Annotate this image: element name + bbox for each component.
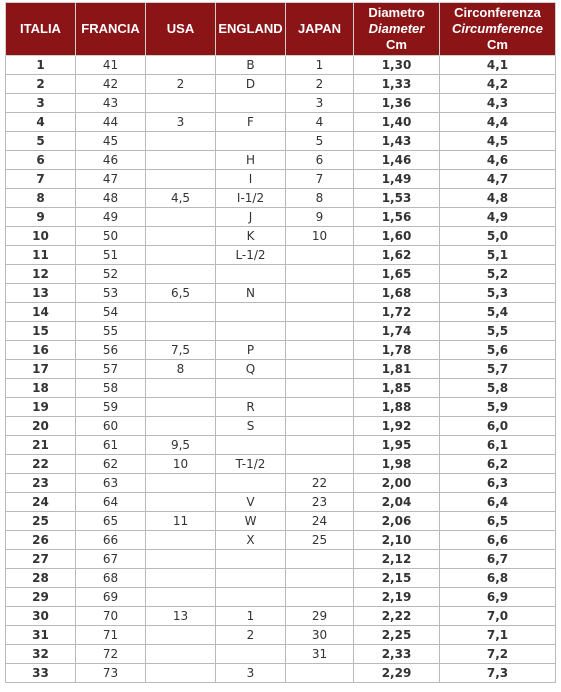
cell-england: P — [216, 341, 286, 360]
cell-japan: 9 — [286, 208, 354, 227]
cell-francia: 67 — [76, 550, 146, 569]
header-usa: USA — [146, 3, 216, 56]
cell-japan: 31 — [286, 645, 354, 664]
cell-diametro: 1,40 — [354, 113, 440, 132]
header-diametro-line2: Diameter — [368, 21, 425, 36]
cell-usa: 11 — [146, 512, 216, 531]
cell-japan: 10 — [286, 227, 354, 246]
cell-italia: 17 — [6, 360, 76, 379]
cell-japan — [286, 398, 354, 417]
cell-circonferenza: 7,3 — [440, 664, 556, 683]
cell-usa — [146, 645, 216, 664]
cell-england — [216, 322, 286, 341]
cell-japan — [286, 550, 354, 569]
cell-usa — [146, 379, 216, 398]
cell-circonferenza: 5,0 — [440, 227, 556, 246]
cell-circonferenza: 6,4 — [440, 493, 556, 512]
cell-italia: 33 — [6, 664, 76, 683]
cell-japan — [286, 284, 354, 303]
cell-diametro: 1,33 — [354, 75, 440, 94]
cell-diametro: 1,81 — [354, 360, 440, 379]
cell-japan: 29 — [286, 607, 354, 626]
table-row — [6, 94, 556, 113]
table-row — [6, 398, 556, 417]
cell-italia: 9 — [6, 208, 76, 227]
table-row — [6, 56, 556, 75]
cell-diametro: 2,19 — [354, 588, 440, 607]
cell-diametro: 1,72 — [354, 303, 440, 322]
cell-italia: 30 — [6, 607, 76, 626]
cell-england — [216, 588, 286, 607]
cell-francia: 45 — [76, 132, 146, 151]
table-row — [6, 132, 556, 151]
cell-circonferenza: 5,5 — [440, 322, 556, 341]
cell-circonferenza: 4,3 — [440, 94, 556, 113]
table-row — [6, 75, 556, 94]
cell-england — [216, 94, 286, 113]
cell-usa: 2 — [146, 75, 216, 94]
cell-francia: 57 — [76, 360, 146, 379]
cell-circonferenza: 4,2 — [440, 75, 556, 94]
header-circonferenza — [440, 3, 556, 56]
cell-francia: 53 — [76, 284, 146, 303]
table-row — [6, 208, 556, 227]
cell-england: 1 — [216, 607, 286, 626]
cell-italia: 32 — [6, 645, 76, 664]
table-row — [6, 227, 556, 246]
cell-england: N — [216, 284, 286, 303]
cell-england — [216, 569, 286, 588]
cell-japan — [286, 360, 354, 379]
cell-usa — [146, 303, 216, 322]
cell-japan: 1 — [286, 56, 354, 75]
cell-usa — [146, 208, 216, 227]
cell-england: J — [216, 208, 286, 227]
cell-japan — [286, 322, 354, 341]
cell-francia: 55 — [76, 322, 146, 341]
cell-diametro: 2,10 — [354, 531, 440, 550]
cell-francia: 49 — [76, 208, 146, 227]
table-row — [6, 569, 556, 588]
cell-usa — [146, 550, 216, 569]
cell-japan: 5 — [286, 132, 354, 151]
table-header — [6, 3, 556, 56]
cell-england: Q — [216, 360, 286, 379]
cell-francia: 64 — [76, 493, 146, 512]
cell-usa — [146, 265, 216, 284]
cell-japan — [286, 569, 354, 588]
cell-francia: 59 — [76, 398, 146, 417]
cell-italia: 25 — [6, 512, 76, 531]
cell-england: V — [216, 493, 286, 512]
cell-diametro: 2,15 — [354, 569, 440, 588]
cell-italia: 15 — [6, 322, 76, 341]
cell-usa — [146, 151, 216, 170]
cell-circonferenza: 5,9 — [440, 398, 556, 417]
cell-italia: 13 — [6, 284, 76, 303]
cell-francia: 47 — [76, 170, 146, 189]
cell-usa — [146, 398, 216, 417]
cell-francia: 58 — [76, 379, 146, 398]
table-row — [6, 493, 556, 512]
cell-circonferenza: 6,6 — [440, 531, 556, 550]
cell-england: K — [216, 227, 286, 246]
cell-francia: 54 — [76, 303, 146, 322]
cell-england: H — [216, 151, 286, 170]
cell-japan — [286, 417, 354, 436]
cell-england — [216, 379, 286, 398]
cell-usa — [146, 94, 216, 113]
cell-italia: 19 — [6, 398, 76, 417]
cell-diametro: 1,65 — [354, 265, 440, 284]
cell-circonferenza: 5,2 — [440, 265, 556, 284]
cell-diametro: 1,92 — [354, 417, 440, 436]
cell-japan: 2 — [286, 75, 354, 94]
cell-usa: 13 — [146, 607, 216, 626]
table-row — [6, 455, 556, 474]
cell-england — [216, 474, 286, 493]
cell-diametro: 2,06 — [354, 512, 440, 531]
cell-francia: 68 — [76, 569, 146, 588]
cell-usa: 4,5 — [146, 189, 216, 208]
cell-italia: 5 — [6, 132, 76, 151]
cell-circonferenza: 6,0 — [440, 417, 556, 436]
cell-usa — [146, 474, 216, 493]
cell-usa — [146, 170, 216, 189]
table-row — [6, 645, 556, 664]
cell-diametro: 1,95 — [354, 436, 440, 455]
cell-italia: 27 — [6, 550, 76, 569]
cell-circonferenza: 4,9 — [440, 208, 556, 227]
cell-italia: 26 — [6, 531, 76, 550]
cell-diametro: 1,60 — [354, 227, 440, 246]
cell-francia: 70 — [76, 607, 146, 626]
cell-italia: 2 — [6, 75, 76, 94]
cell-italia: 3 — [6, 94, 76, 113]
cell-usa — [146, 626, 216, 645]
cell-japan — [286, 588, 354, 607]
table-row — [6, 550, 556, 569]
cell-diametro: 1,30 — [354, 56, 440, 75]
cell-japan: 22 — [286, 474, 354, 493]
size-conversion-table-container — [5, 2, 556, 683]
cell-italia: 24 — [6, 493, 76, 512]
cell-italia: 7 — [6, 170, 76, 189]
cell-england: X — [216, 531, 286, 550]
cell-japan — [286, 455, 354, 474]
cell-usa: 9,5 — [146, 436, 216, 455]
table-row — [6, 474, 556, 493]
table-row — [6, 246, 556, 265]
header-italia: ITALIA — [6, 3, 76, 56]
cell-diametro: 2,04 — [354, 493, 440, 512]
cell-diametro: 1,74 — [354, 322, 440, 341]
cell-usa — [146, 588, 216, 607]
cell-diametro: 1,56 — [354, 208, 440, 227]
cell-diametro: 2,33 — [354, 645, 440, 664]
cell-circonferenza: 6,3 — [440, 474, 556, 493]
cell-francia: 46 — [76, 151, 146, 170]
cell-francia: 41 — [76, 56, 146, 75]
cell-diametro: 1,98 — [354, 455, 440, 474]
cell-italia: 11 — [6, 246, 76, 265]
cell-diametro: 1,62 — [354, 246, 440, 265]
cell-diametro: 1,49 — [354, 170, 440, 189]
cell-italia: 10 — [6, 227, 76, 246]
cell-italia: 18 — [6, 379, 76, 398]
cell-usa — [146, 56, 216, 75]
table-row — [6, 512, 556, 531]
cell-england: W — [216, 512, 286, 531]
header-francia: FRANCIA — [76, 3, 146, 56]
cell-francia: 69 — [76, 588, 146, 607]
cell-diametro: 1,46 — [354, 151, 440, 170]
cell-usa — [146, 322, 216, 341]
header-diametro — [354, 3, 440, 56]
cell-england — [216, 436, 286, 455]
table-row — [6, 322, 556, 341]
cell-diametro: 1,53 — [354, 189, 440, 208]
cell-francia: 44 — [76, 113, 146, 132]
cell-circonferenza: 4,5 — [440, 132, 556, 151]
cell-england: D — [216, 75, 286, 94]
cell-england: T-1/2 — [216, 455, 286, 474]
cell-francia: 73 — [76, 664, 146, 683]
cell-francia: 65 — [76, 512, 146, 531]
cell-japan: 3 — [286, 94, 354, 113]
table-row — [6, 607, 556, 626]
cell-circonferenza: 6,9 — [440, 588, 556, 607]
cell-usa — [146, 417, 216, 436]
cell-japan: 24 — [286, 512, 354, 531]
header-japan: JAPAN — [286, 3, 354, 56]
cell-circonferenza: 6,1 — [440, 436, 556, 455]
table-body — [6, 56, 556, 683]
cell-usa: 3 — [146, 113, 216, 132]
cell-england: R — [216, 398, 286, 417]
cell-japan: 4 — [286, 113, 354, 132]
cell-japan — [286, 246, 354, 265]
cell-usa: 7,5 — [146, 341, 216, 360]
cell-italia: 23 — [6, 474, 76, 493]
header-circonferenza-unit: Cm — [487, 37, 508, 52]
cell-italia: 31 — [6, 626, 76, 645]
cell-francia: 60 — [76, 417, 146, 436]
header-england: ENGLAND — [216, 3, 286, 56]
cell-circonferenza: 6,8 — [440, 569, 556, 588]
cell-circonferenza: 5,8 — [440, 379, 556, 398]
cell-francia: 42 — [76, 75, 146, 94]
cell-england: 3 — [216, 664, 286, 683]
cell-japan: 25 — [286, 531, 354, 550]
cell-francia: 52 — [76, 265, 146, 284]
cell-japan: 30 — [286, 626, 354, 645]
cell-japan: 8 — [286, 189, 354, 208]
header-circonferenza-line1: Circonferenza — [454, 5, 541, 20]
cell-circonferenza: 4,4 — [440, 113, 556, 132]
cell-francia: 50 — [76, 227, 146, 246]
cell-italia: 8 — [6, 189, 76, 208]
cell-diametro: 1,85 — [354, 379, 440, 398]
cell-england — [216, 645, 286, 664]
cell-francia: 51 — [76, 246, 146, 265]
header-circonferenza-line2: Circumference — [451, 21, 544, 36]
cell-italia: 6 — [6, 151, 76, 170]
cell-italia: 14 — [6, 303, 76, 322]
table-row — [6, 626, 556, 645]
table-row — [6, 664, 556, 683]
cell-diametro: 2,00 — [354, 474, 440, 493]
cell-circonferenza: 6,7 — [440, 550, 556, 569]
cell-italia: 12 — [6, 265, 76, 284]
table-row — [6, 284, 556, 303]
cell-italia: 20 — [6, 417, 76, 436]
cell-diametro: 2,12 — [354, 550, 440, 569]
cell-usa — [146, 493, 216, 512]
cell-francia: 61 — [76, 436, 146, 455]
table-row — [6, 417, 556, 436]
cell-usa: 6,5 — [146, 284, 216, 303]
cell-italia: 4 — [6, 113, 76, 132]
cell-usa — [146, 531, 216, 550]
cell-italia: 28 — [6, 569, 76, 588]
cell-england: L-1/2 — [216, 246, 286, 265]
table-row — [6, 113, 556, 132]
cell-diametro: 1,78 — [354, 341, 440, 360]
cell-england: F — [216, 113, 286, 132]
cell-italia: 29 — [6, 588, 76, 607]
cell-italia: 16 — [6, 341, 76, 360]
cell-england: I-1/2 — [216, 189, 286, 208]
table-row — [6, 379, 556, 398]
header-row — [6, 3, 556, 56]
cell-francia: 56 — [76, 341, 146, 360]
header-diametro-unit: Cm — [386, 37, 407, 52]
cell-diametro: 1,88 — [354, 398, 440, 417]
cell-circonferenza: 4,6 — [440, 151, 556, 170]
cell-england: I — [216, 170, 286, 189]
cell-circonferenza: 6,2 — [440, 455, 556, 474]
cell-england: 2 — [216, 626, 286, 645]
cell-circonferenza: 7,0 — [440, 607, 556, 626]
cell-circonferenza: 5,1 — [440, 246, 556, 265]
table-row — [6, 303, 556, 322]
cell-circonferenza: 7,2 — [440, 645, 556, 664]
cell-usa: 10 — [146, 455, 216, 474]
cell-england — [216, 265, 286, 284]
cell-circonferenza: 4,8 — [440, 189, 556, 208]
cell-usa — [146, 227, 216, 246]
cell-francia: 63 — [76, 474, 146, 493]
table-row — [6, 265, 556, 284]
cell-circonferenza: 5,3 — [440, 284, 556, 303]
cell-japan — [286, 379, 354, 398]
cell-england — [216, 132, 286, 151]
cell-england: B — [216, 56, 286, 75]
ring-size-conversion-table — [5, 2, 556, 683]
cell-usa: 8 — [146, 360, 216, 379]
table-row — [6, 436, 556, 455]
cell-diametro: 2,22 — [354, 607, 440, 626]
header-diametro-line1: Diametro — [368, 5, 425, 20]
table-row — [6, 170, 556, 189]
cell-circonferenza: 5,4 — [440, 303, 556, 322]
cell-england: S — [216, 417, 286, 436]
table-row — [6, 189, 556, 208]
cell-japan — [286, 265, 354, 284]
cell-usa — [146, 132, 216, 151]
cell-italia: 21 — [6, 436, 76, 455]
cell-francia: 62 — [76, 455, 146, 474]
cell-italia: 1 — [6, 56, 76, 75]
cell-francia: 71 — [76, 626, 146, 645]
cell-circonferenza: 5,7 — [440, 360, 556, 379]
cell-circonferenza: 5,6 — [440, 341, 556, 360]
cell-japan — [286, 664, 354, 683]
table-row — [6, 360, 556, 379]
cell-diametro: 1,36 — [354, 94, 440, 113]
cell-diametro: 1,43 — [354, 132, 440, 151]
cell-japan — [286, 341, 354, 360]
cell-japan: 7 — [286, 170, 354, 189]
cell-diametro: 2,25 — [354, 626, 440, 645]
cell-japan: 23 — [286, 493, 354, 512]
cell-circonferenza: 4,1 — [440, 56, 556, 75]
cell-usa — [146, 664, 216, 683]
cell-japan: 6 — [286, 151, 354, 170]
cell-japan — [286, 436, 354, 455]
table-row — [6, 341, 556, 360]
cell-italia: 22 — [6, 455, 76, 474]
cell-circonferenza: 6,5 — [440, 512, 556, 531]
cell-england — [216, 550, 286, 569]
cell-francia: 43 — [76, 94, 146, 113]
cell-circonferenza: 7,1 — [440, 626, 556, 645]
table-row — [6, 588, 556, 607]
cell-francia: 48 — [76, 189, 146, 208]
cell-diametro: 2,29 — [354, 664, 440, 683]
cell-england — [216, 303, 286, 322]
cell-circonferenza: 4,7 — [440, 170, 556, 189]
cell-francia: 66 — [76, 531, 146, 550]
cell-diametro: 1,68 — [354, 284, 440, 303]
cell-japan — [286, 303, 354, 322]
cell-francia: 72 — [76, 645, 146, 664]
cell-usa — [146, 569, 216, 588]
table-row — [6, 531, 556, 550]
table-row — [6, 151, 556, 170]
cell-usa — [146, 246, 216, 265]
